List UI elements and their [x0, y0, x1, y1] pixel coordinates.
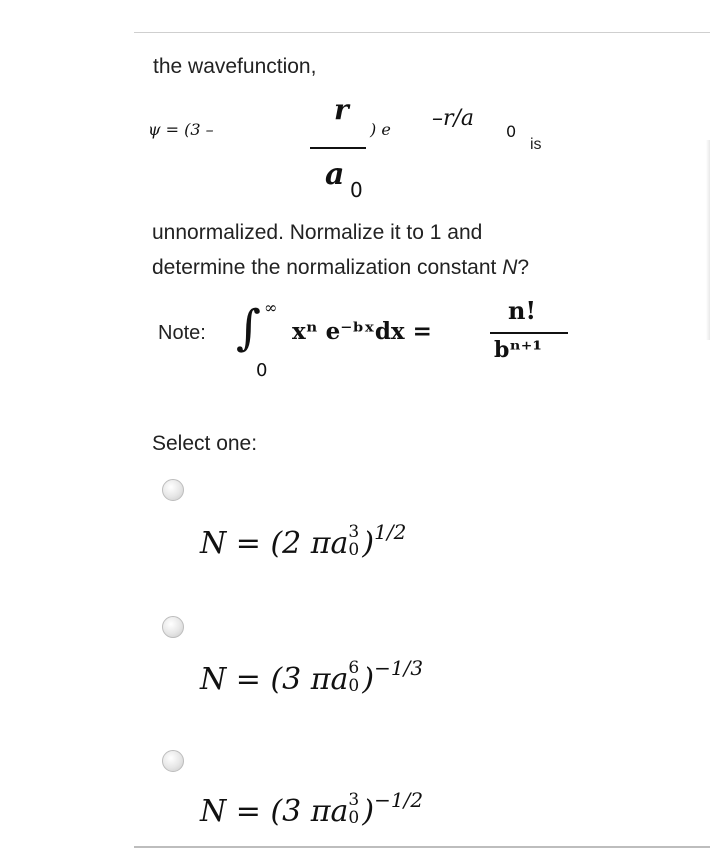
option-3-label[interactable] — [200, 788, 423, 829]
option-1-sup: 3 — [348, 522, 360, 542]
wf-exponent-subscript: 0 — [506, 122, 517, 141]
option-2-power: −1/3 — [374, 656, 424, 680]
option-2-suffix: ) — [362, 662, 375, 697]
top-divider — [134, 32, 710, 33]
question-line-unnormalized: unnormalized. Normalize it to 1 and — [152, 221, 483, 244]
option-2-sup: 6 — [348, 658, 360, 678]
option-3-sub: 0 — [348, 808, 360, 828]
option-1-prefix: N = (2 πa — [200, 526, 349, 561]
option-1-suffix: ) — [362, 526, 375, 561]
option-3-sup: 3 — [348, 790, 360, 810]
wf-is: is — [530, 136, 542, 153]
wf-close-exp: ) e — [370, 120, 391, 139]
right-edge-shadow — [706, 140, 710, 340]
option-1-label[interactable] — [200, 520, 406, 561]
option-3-power: −1/2 — [374, 788, 424, 812]
select-one-label: Select one: — [152, 432, 258, 455]
integral-upper-limit: ∞ — [264, 298, 278, 317]
integral-sign: ∫ — [236, 300, 262, 356]
option-2-label[interactable] — [200, 656, 423, 697]
note-label: Note: — [158, 322, 206, 344]
rhs-fraction-bar — [490, 332, 568, 334]
wf-frac-denominator-subscript: 0 — [350, 178, 363, 202]
option-1-power: 1/2 — [374, 520, 407, 544]
option-2-prefix: N = (3 πa — [200, 662, 349, 697]
option-3-suffix: ) — [362, 794, 375, 829]
option-1-radio[interactable] — [162, 479, 184, 501]
wf-lhs: ψ = (3 – — [148, 120, 214, 139]
determine-variable: N — [502, 256, 518, 279]
wf-frac-bar — [310, 147, 366, 149]
determine-prefix: determine the normalization constant — [152, 256, 503, 279]
bottom-divider — [134, 846, 710, 848]
question-line-determine — [152, 256, 529, 280]
option-3-prefix: N = (3 πa — [200, 794, 349, 829]
integrand: xⁿ e⁻ᵇˣdx = — [292, 318, 432, 345]
wf-exponent: –r/a — [432, 106, 475, 131]
wf-frac-numerator: r — [334, 93, 349, 126]
option-3-radio[interactable] — [162, 750, 184, 772]
question-intro: the wavefunction, — [153, 55, 317, 78]
determine-suffix: ? — [517, 256, 530, 279]
option-1-sub: 0 — [348, 540, 360, 560]
rhs-numerator: n! — [508, 296, 536, 325]
option-2-sub: 0 — [348, 676, 360, 696]
wf-frac-denominator: a — [325, 157, 345, 192]
option-2-radio[interactable] — [162, 616, 184, 638]
integral-lower-limit: 0 — [256, 360, 268, 381]
rhs-denominator: bⁿ⁺¹ — [494, 337, 543, 363]
